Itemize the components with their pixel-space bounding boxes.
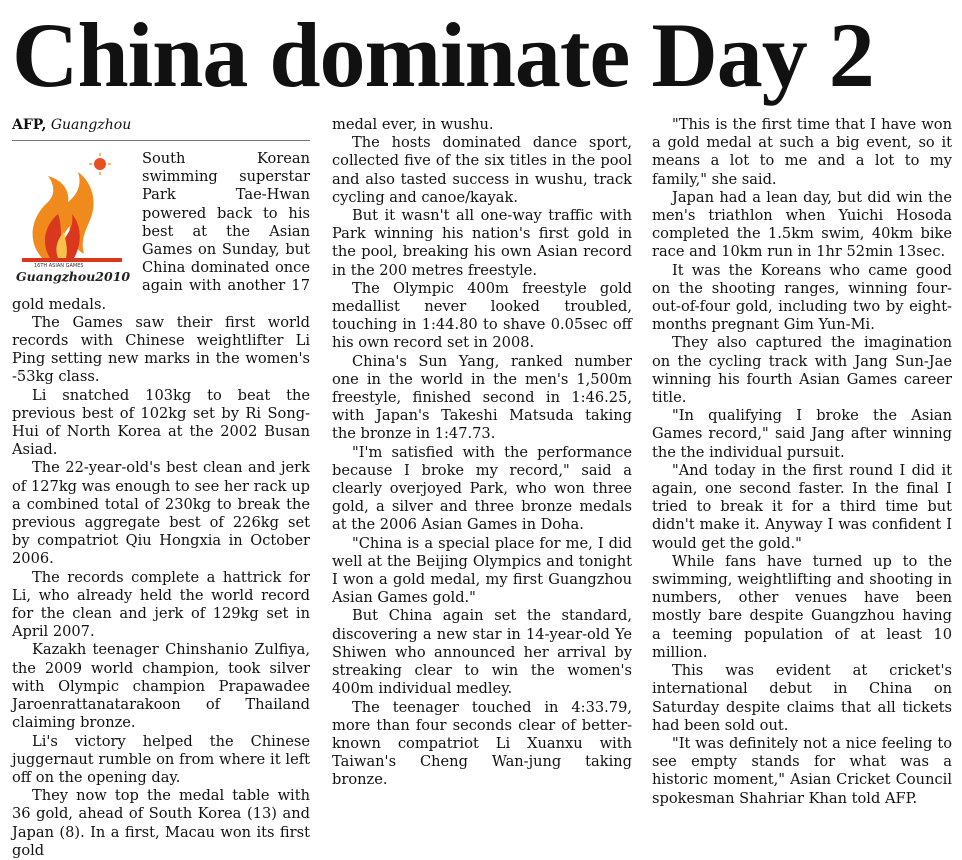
column-2-body — [332, 116, 632, 790]
paragraph: They also captured the imagination on the cycling track with Jang Sun-Jae winning his fourth Asian Games career title. — [652, 334, 952, 407]
paragraph: The 22-year-old's best clean and jerk of 127kg was enough to see her rack up a combined total of 230kg to break the previous aggregate best of 226kg set by compatriot Qiu Hongxia in October 2006. — [12, 459, 310, 568]
paragraph: "This is the first time that I have won a gold medal at such a big event, so it means a lot to me and a lot to my family," she said. — [652, 116, 952, 188]
byline — [12, 116, 310, 141]
paragraph: The teenager touched in 4:33.79, more than four seconds clear of better-known compatriot Li Xuanxu with Taiwan's Cheng Wan-jung taking bronze. — [332, 698, 632, 789]
logo-label: Guangzhou2010 — [16, 269, 131, 284]
paragraph: South Korean swimming superstar Park Tae-Hwan powered back to his best at the Asian Games on Sunday, but China dominated once again with another 17 gold medals. — [12, 150, 310, 313]
byline-location: Guangzhou — [50, 117, 132, 133]
paragraph: But it wasn't all one-way traffic with Park winning his nation's first gold in the pool, breaking his own Asian record in the 200 metres freestyle. — [332, 207, 632, 279]
paragraph: But China again set the standard, discovering a new star in 14-year-old Ye Shiwen who announced her arrival by streaking clear to win the women's 400m individual medley. — [332, 607, 632, 698]
paragraph: Li's victory helped the Chinese juggernaut rumble on from where it left off on the opening day. — [12, 732, 310, 786]
paragraph: The records complete a hattrick for Li, who already held the world record for the clean and jerk of 129kg set in April 2007. — [12, 568, 310, 641]
paragraph: "And today in the first round I did it again, one second faster. In the final I tried to break it for a third time but didn't make it. Anyway I was confident I would get the gold." — [652, 461, 952, 552]
column-3-body — [652, 116, 952, 808]
paragraph: They now top the medal table with 36 gold, ahead of South Korea (13) and Japan (8). In a first, Macau won its first gold — [12, 787, 310, 859]
paragraph: Japan had a lean day, but did win the men's triathlon when Yuichi Hosoda completed the 1.5km swim, 40km bike race and 10km run in 1hr 52min 13sec. — [652, 188, 952, 261]
paragraph: "China is a special place for me, I did well at the Beijing Olympics and tonight I won a gold medal, my first Guangzhou Asian Games gold." — [332, 534, 632, 607]
paragraph: The Games saw their first world records with Chinese weightlifter Li Ping setting new marks in the women's -53kg class. — [12, 313, 310, 386]
paragraph: medal ever, in wushu. — [332, 116, 494, 133]
flame-logo-icon — [12, 150, 132, 290]
paragraph: "It was definitely not a nice feeling to see empty stands for what was a historic moment," Asian Cricket Council spokesman Shahriar Khan told AFP. — [652, 734, 952, 807]
column-2 — [332, 116, 632, 789]
paragraph: "I'm satisfied with the performance because I broke my record," said a clearly overjoyed Park, who won three gold, a silver and three bronze medals at the 2006 Asian Games in Doha. — [332, 443, 632, 534]
paragraph: Kazakh teenager Chinshanio Zulfiya, the 2009 world champion, took silver with Olympic champion Prapawadee Jaroenrattanatarakoon of Thailand claiming bronze. — [12, 641, 310, 732]
asian-games-logo — [12, 150, 132, 290]
paragraph: "In qualifying I broke the Asian Games record," said Jang after winning the the individual pursuit. — [652, 407, 952, 461]
logo-label-top: 16TH ASIAN GAMES — [34, 263, 84, 269]
paragraph: While fans have turned up to the swimming, weightlifting and shooting in numbers, other venues have been mostly bare despite Guangzhou having a teeming population of at least 10 million. — [652, 552, 952, 661]
paragraph: The hosts dominated dance sport, collected five of the six titles in the pool and also tasted success in wushu, track cycling and canoe/kayak. — [332, 134, 632, 206]
column-3 — [652, 116, 952, 807]
headline: China dominate Day 2 — [12, 4, 874, 106]
paragraph: Li snatched 103kg to beat the previous best of 102kg set by Ri Song-Hui of North Korea at the 2002 Busan Asiad. — [12, 386, 310, 459]
paragraph: China's Sun Yang, ranked number one in the world in the men's 1,500m freestyle, finished second in 1:46.25, with Japan's Takeshi Matsuda taking the bronze in 1:47.73. — [332, 352, 632, 443]
column-1 — [12, 116, 310, 859]
paragraph: The Olympic 400m freestyle gold medallist never looked troubled, touching in 1:44.80 to shave 0.05sec off his own record set in 2008. — [332, 279, 632, 352]
paragraph: It was the Koreans who came good on the shooting ranges, winning four-out-of-four gold, including two by eight-months pregnant Gim Yun-Mi. — [652, 261, 952, 334]
paragraph: This was evident at cricket's international debut in China on Saturday despite claims that all tickets had been sold out. — [652, 662, 952, 734]
byline-agency: AFP, — [12, 117, 47, 133]
